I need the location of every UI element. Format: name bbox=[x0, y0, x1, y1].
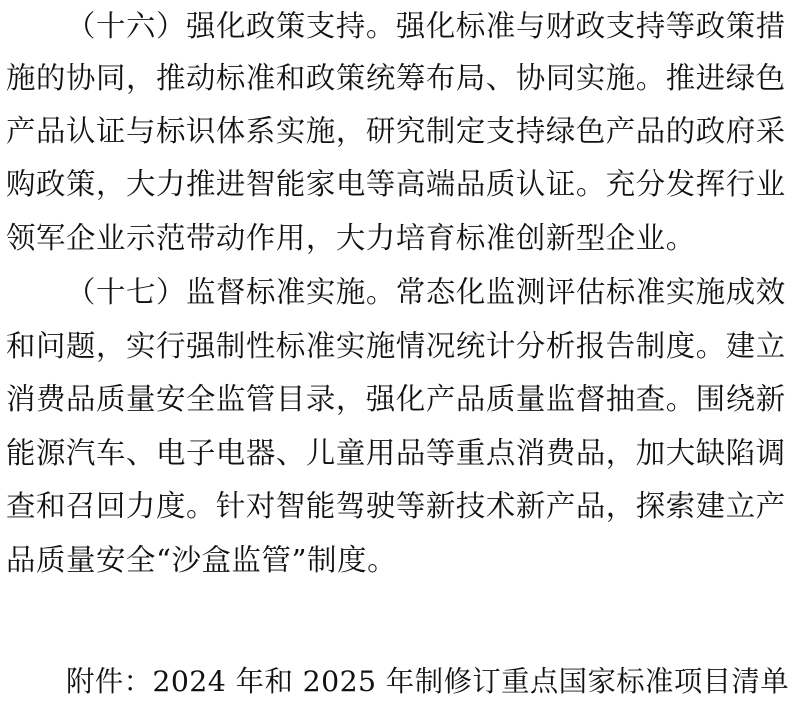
paragraph-16-line-3: 产品认证与标识体系实施，研究制定支持绿色产品的政府采 bbox=[6, 114, 786, 148]
paragraph-17-line-5: 查和召回力度。针对智能驾驶等新技术新产品，探索建立产 bbox=[6, 489, 786, 523]
paragraph-16-line-2: 施的协同，推动标准和政策统筹布局、协同实施。推进绿色 bbox=[6, 61, 786, 95]
paragraph-16-line-5: 领军企业示范带动作用，大力培育标准创新型企业。 bbox=[6, 221, 696, 255]
paragraph-17-line-3: 消费品质量安全监管目录，强化产品质量监督抽查。围绕新 bbox=[6, 382, 786, 416]
paragraph-17-line-2: 和问题，实行强制性标准实施情况统计分析报告制度。建立 bbox=[6, 329, 786, 363]
paragraph-16-line-1: （十六）强化政策支持。强化标准与财政支持等政策措 bbox=[66, 9, 786, 43]
paragraph-17-line-4: 能源汽车、电子电器、儿童用品等重点消费品，加大缺陷调 bbox=[6, 436, 786, 470]
paragraph-17-line-1: （十七）监督标准实施。常态化监测评估标准实施成效 bbox=[66, 275, 786, 309]
paragraph-16-line-4: 购政策，大力推进智能家电等高端品质认证。充分发挥行业 bbox=[6, 167, 786, 201]
paragraph-17-line-6: 品质量安全“沙盒监管”制度。 bbox=[6, 543, 398, 577]
attachment-note: 附件：2024 年和 2025 年制修订重点国家标准项目清单 bbox=[66, 665, 789, 698]
